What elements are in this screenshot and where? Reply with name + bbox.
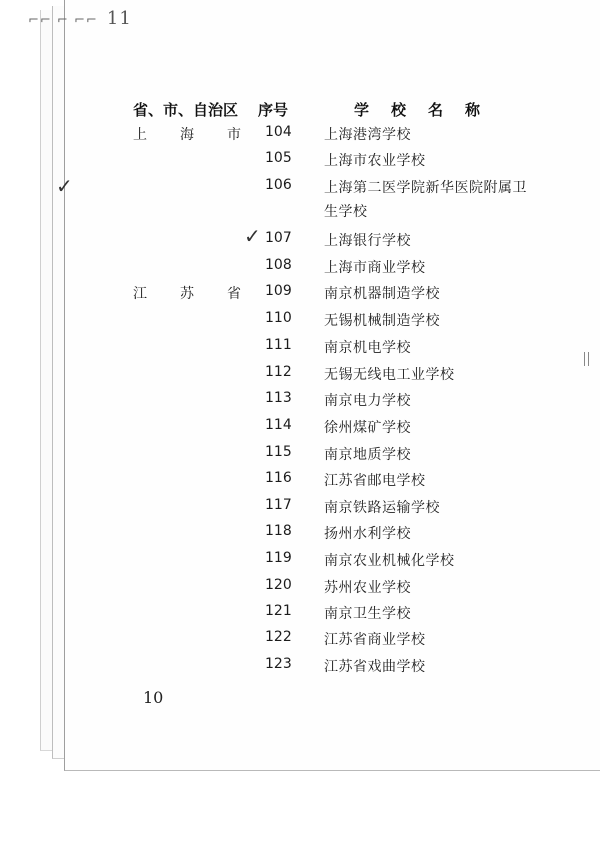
school-name-cell: 无锡无线电工业学校 bbox=[324, 367, 455, 383]
table-row bbox=[0, 177, 600, 220]
seq-cell: 112 bbox=[265, 364, 292, 380]
table-row bbox=[0, 390, 600, 414]
seq-cell: 121 bbox=[265, 603, 292, 619]
seq-cell: 114 bbox=[265, 417, 292, 433]
seq-cell: 108 bbox=[265, 257, 292, 273]
school-name-cell: 南京电力学校 bbox=[324, 393, 411, 409]
header-region: 省、市、自治区 bbox=[133, 101, 239, 119]
seq-cell: 106 bbox=[265, 177, 292, 193]
school-name-cell: 江苏省戏曲学校 bbox=[324, 659, 426, 675]
school-name-cell: 南京农业机械化学校 bbox=[324, 553, 455, 569]
table-row bbox=[0, 470, 600, 494]
seq-cell: 123 bbox=[265, 656, 292, 672]
school-name-cell: 上海港湾学校 bbox=[324, 127, 411, 143]
province-char: 江 bbox=[133, 286, 147, 302]
seq-cell: 115 bbox=[265, 444, 292, 460]
table-row bbox=[0, 629, 600, 653]
school-name-cell: 上海第二医学院新华医院附属卫 bbox=[324, 180, 527, 196]
page-number: 10 bbox=[143, 688, 164, 707]
seq-cell: 104 bbox=[265, 124, 292, 140]
table-row bbox=[0, 124, 600, 148]
page-edge-mark bbox=[584, 352, 589, 366]
seq-cell: 122 bbox=[265, 629, 292, 645]
seq-cell: 119 bbox=[265, 550, 292, 566]
school-name-cell: 江苏省商业学校 bbox=[324, 632, 426, 648]
seq-cell: 109 bbox=[265, 283, 292, 299]
province-char: 上 bbox=[133, 127, 147, 143]
table-row bbox=[0, 603, 600, 627]
seq-cell: 110 bbox=[265, 310, 292, 326]
school-name-cell: 南京卫生学校 bbox=[324, 606, 411, 622]
table-row bbox=[0, 523, 600, 547]
province-cell bbox=[133, 283, 241, 303]
seq-cell: 107 bbox=[265, 230, 292, 246]
school-name-cell: 徐州煤矿学校 bbox=[324, 420, 411, 436]
table-row bbox=[0, 656, 600, 680]
seq-cell: 117 bbox=[265, 497, 292, 513]
table-row bbox=[0, 417, 600, 441]
table-row bbox=[0, 550, 600, 574]
table-row bbox=[0, 283, 600, 307]
header-school: 学校名称 bbox=[354, 101, 503, 119]
header-seq: 序号 bbox=[258, 101, 289, 119]
table-row bbox=[0, 310, 600, 334]
table-row bbox=[0, 577, 600, 601]
school-name-cell: 江苏省邮电学校 bbox=[324, 473, 426, 489]
school-name-cell: 上海银行学校 bbox=[324, 233, 411, 249]
province-char: 苏 bbox=[180, 286, 194, 302]
school-name-cell: 南京机器制造学校 bbox=[324, 286, 440, 302]
province-char: 省 bbox=[227, 286, 241, 302]
school-name-cell: 无锡机械制造学校 bbox=[324, 313, 440, 329]
school-name-cell: 南京地质学校 bbox=[324, 447, 411, 463]
school-name-cell: 南京机电学校 bbox=[324, 340, 411, 356]
seq-cell: 116 bbox=[265, 470, 292, 486]
check-mark-icon: ✓ bbox=[56, 174, 73, 198]
school-name-cell: 苏州农业学校 bbox=[324, 580, 411, 596]
school-name-continuation: 生学校 bbox=[324, 204, 368, 220]
table-row bbox=[0, 150, 600, 174]
school-name-cell: 南京铁路运输学校 bbox=[324, 500, 440, 516]
seq-cell: 113 bbox=[265, 390, 292, 406]
table-row bbox=[0, 337, 600, 361]
province-char: 市 bbox=[227, 127, 241, 143]
seq-cell: 118 bbox=[265, 523, 292, 539]
table-row bbox=[0, 364, 600, 388]
corner-stamp-text: ⌐⌐ ⌐ ⌐⌐ bbox=[28, 13, 98, 28]
table-row bbox=[0, 257, 600, 281]
table-row bbox=[0, 444, 600, 468]
seq-cell: 105 bbox=[265, 150, 292, 166]
corner-stamp-number: 11 bbox=[106, 8, 132, 29]
seq-cell: 111 bbox=[265, 337, 292, 353]
province-cell bbox=[133, 124, 241, 144]
seq-cell: 120 bbox=[265, 577, 292, 593]
school-name-cell: 上海市商业学校 bbox=[324, 260, 426, 276]
table-row bbox=[0, 230, 600, 254]
province-char: 海 bbox=[180, 127, 194, 143]
corner-stamp bbox=[28, 8, 132, 29]
school-name-cell: 上海市农业学校 bbox=[324, 153, 426, 169]
table-row bbox=[0, 497, 600, 521]
school-name-cell: 扬州水利学校 bbox=[324, 526, 411, 542]
check-mark-icon: ✓ bbox=[244, 224, 261, 248]
